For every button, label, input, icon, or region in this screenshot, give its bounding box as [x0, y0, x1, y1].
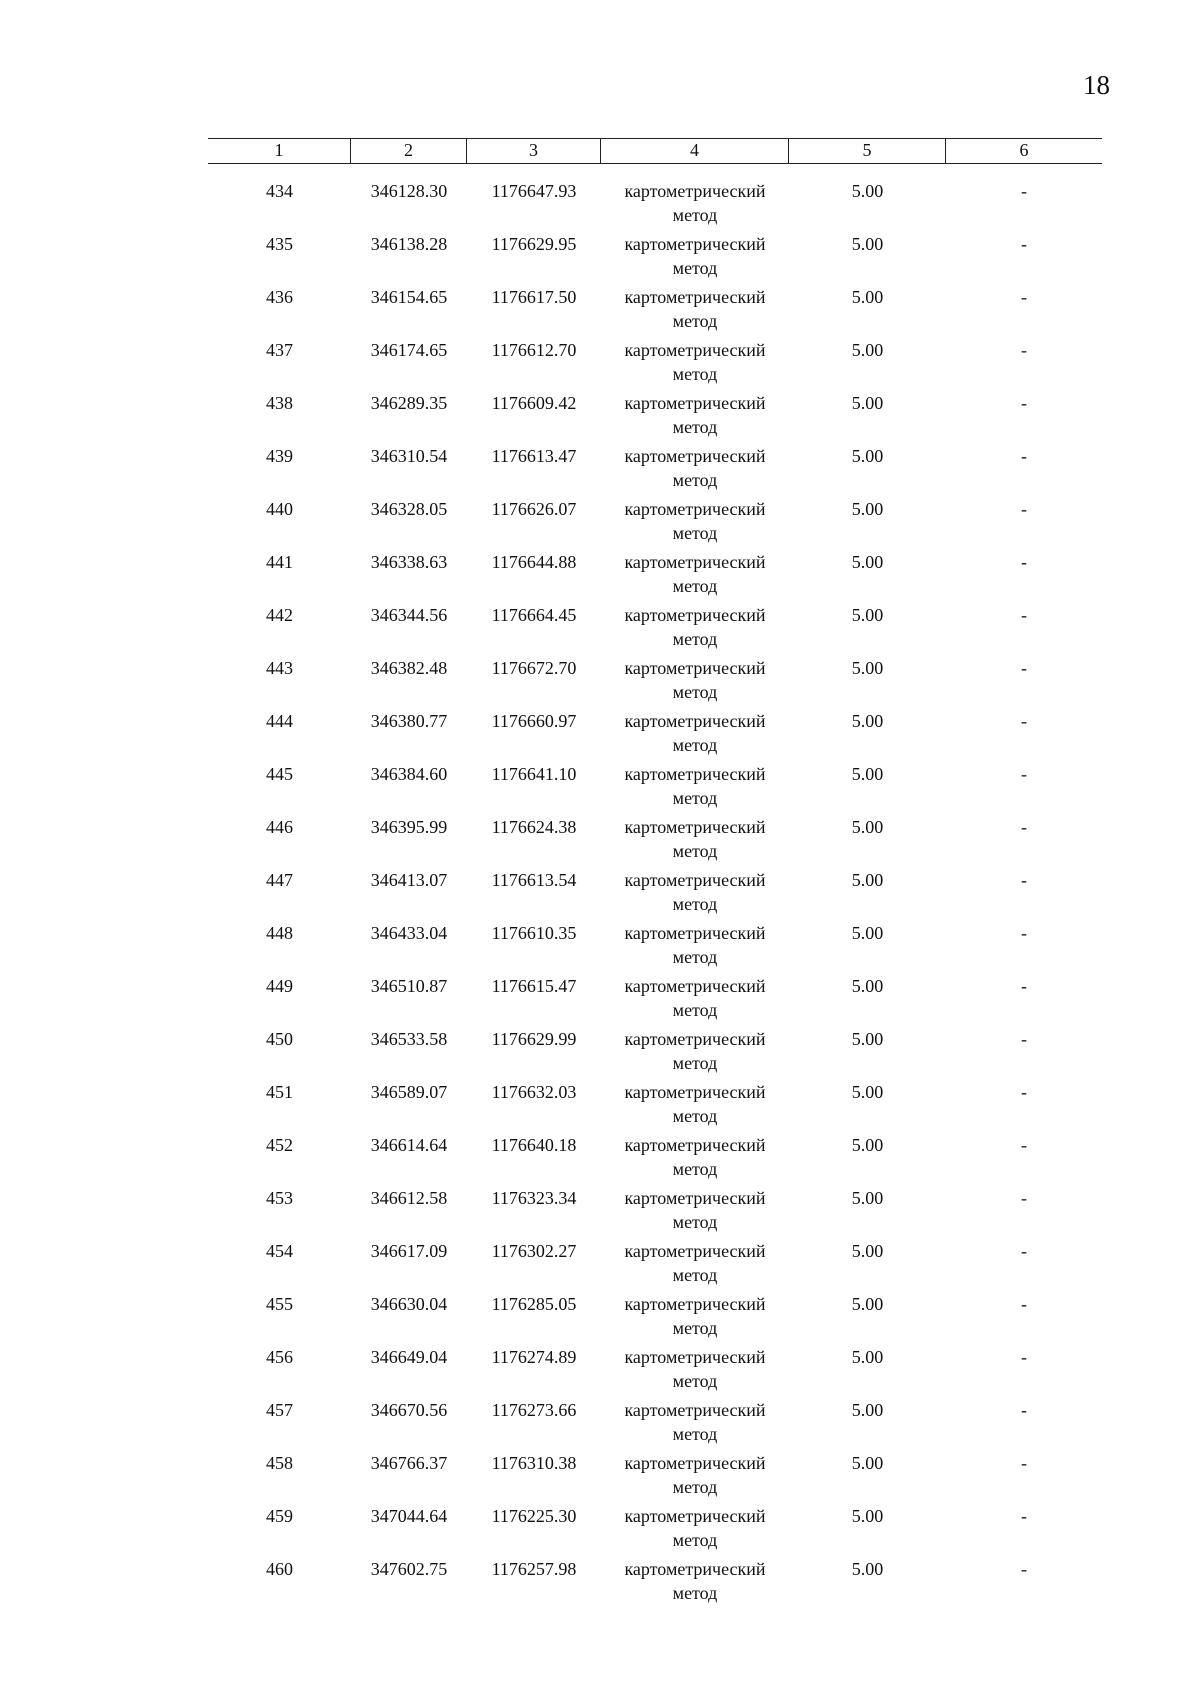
method-line-1: картометрический: [624, 870, 766, 890]
method-line-2: метод: [672, 735, 718, 755]
note-cell: -: [1021, 1082, 1027, 1102]
method-line-2: метод: [672, 470, 718, 490]
y-coordinate-cell: 1176613.47: [491, 446, 577, 466]
table-row: [208, 1398, 1102, 1451]
accuracy-cell: 5.00: [851, 1453, 884, 1473]
accuracy-cell: 5.00: [851, 764, 884, 784]
method-line-1: картометрический: [624, 605, 766, 625]
method-cell: [601, 285, 789, 338]
table-row: [208, 1080, 1102, 1133]
y-coordinate-cell: 1176273.66: [491, 1400, 577, 1420]
point-number-cell: 443: [266, 658, 293, 678]
accuracy-cell: 5.00: [851, 870, 884, 890]
method-cell: [601, 1080, 789, 1133]
method-line-2: метод: [672, 1053, 718, 1073]
method-line-2: метод: [672, 788, 718, 808]
point-number-cell: 435: [266, 234, 293, 254]
note-cell: -: [1021, 870, 1027, 890]
method-line-1: картометрический: [624, 234, 766, 254]
method-line-1: картометрический: [624, 181, 766, 201]
table-row: [208, 338, 1102, 391]
x-coordinate-cell: 346649.04: [370, 1347, 448, 1367]
accuracy-cell: 5.00: [851, 1294, 884, 1314]
table-row: [208, 1292, 1102, 1345]
method-line-2: метод: [672, 841, 718, 861]
method-cell: [601, 1557, 789, 1610]
method-line-1: картометрический: [624, 1400, 766, 1420]
note-cell: -: [1021, 1559, 1027, 1579]
method-line-2: метод: [672, 576, 718, 596]
accuracy-cell: 5.00: [851, 552, 884, 572]
method-line-2: метод: [672, 1265, 718, 1285]
y-coordinate-cell: 1176274.89: [491, 1347, 577, 1367]
method-cell: [601, 974, 789, 1027]
table-row: [208, 709, 1102, 762]
method-line-1: картометрический: [624, 1241, 766, 1261]
method-line-2: метод: [672, 1000, 718, 1020]
method-cell: [601, 550, 789, 603]
y-coordinate-cell: 1176660.97: [491, 711, 577, 731]
method-line-2: метод: [672, 1159, 718, 1179]
method-line-1: картометрический: [624, 1559, 766, 1579]
method-cell: [601, 1292, 789, 1345]
note-cell: -: [1021, 711, 1027, 731]
method-cell: [601, 1239, 789, 1292]
method-line-1: картометрический: [624, 552, 766, 572]
method-cell: [601, 1345, 789, 1398]
table-row: [208, 444, 1102, 497]
x-coordinate-cell: 346589.07: [370, 1082, 448, 1102]
note-cell: -: [1021, 552, 1027, 572]
note-cell: -: [1021, 499, 1027, 519]
x-coordinate-cell: 346289.35: [370, 393, 448, 413]
method-line-2: метод: [672, 1530, 718, 1550]
method-line-1: картометрический: [624, 1453, 766, 1473]
method-line-2: метод: [672, 364, 718, 384]
point-number-cell: 445: [266, 764, 293, 784]
y-coordinate-cell: 1176641.10: [491, 764, 577, 784]
method-line-1: картометрический: [624, 393, 766, 413]
method-line-1: картометрический: [624, 1029, 766, 1049]
point-number-cell: 439: [266, 446, 293, 466]
accuracy-cell: 5.00: [851, 817, 884, 837]
accuracy-cell: 5.00: [851, 923, 884, 943]
method-line-1: картометрический: [624, 287, 766, 307]
point-number-cell: 448: [266, 923, 293, 943]
y-coordinate-cell: 1176302.27: [491, 1241, 577, 1261]
method-line-1: картометрический: [624, 1082, 766, 1102]
x-coordinate-cell: 346382.48: [370, 658, 448, 678]
accuracy-cell: 5.00: [851, 1082, 884, 1102]
method-line-1: картометрический: [624, 764, 766, 784]
method-line-1: картометрический: [624, 1135, 766, 1155]
method-line-2: метод: [672, 258, 718, 278]
x-coordinate-cell: 346670.56: [370, 1400, 448, 1420]
accuracy-cell: 5.00: [851, 1347, 884, 1367]
method-line-2: метод: [672, 682, 718, 702]
point-number-cell: 458: [266, 1453, 293, 1473]
method-cell: [601, 868, 789, 921]
y-coordinate-cell: 1176609.42: [491, 393, 577, 413]
x-coordinate-cell: 346154.65: [370, 287, 448, 307]
method-line-1: картометрический: [624, 976, 766, 996]
y-coordinate-cell: 1176626.07: [491, 499, 577, 519]
method-line-2: метод: [672, 1318, 718, 1338]
x-coordinate-cell: 346344.56: [370, 605, 448, 625]
table-row: [208, 762, 1102, 815]
accuracy-cell: 5.00: [851, 1559, 884, 1579]
header-col-4: 4: [601, 139, 789, 163]
y-coordinate-cell: 1176617.50: [491, 287, 577, 307]
x-coordinate-cell: 346766.37: [370, 1453, 448, 1473]
table-row: [208, 603, 1102, 656]
x-coordinate-cell: 346128.30: [370, 181, 448, 201]
method-cell: [601, 1133, 789, 1186]
table-header-row: [208, 138, 1102, 164]
point-number-cell: 459: [266, 1506, 293, 1526]
accuracy-cell: 5.00: [851, 181, 884, 201]
x-coordinate-cell: 346174.65: [370, 340, 448, 360]
table-row: [208, 391, 1102, 444]
method-line-2: метод: [672, 1583, 718, 1603]
method-line-2: метод: [672, 894, 718, 914]
y-coordinate-cell: 1176629.95: [491, 234, 577, 254]
note-cell: -: [1021, 1241, 1027, 1261]
method-line-2: метод: [672, 1212, 718, 1232]
point-number-cell: 452: [266, 1135, 293, 1155]
accuracy-cell: 5.00: [851, 499, 884, 519]
x-coordinate-cell: 346328.05: [370, 499, 448, 519]
note-cell: -: [1021, 340, 1027, 360]
table-row: [208, 656, 1102, 709]
accuracy-cell: 5.00: [851, 1400, 884, 1420]
point-number-cell: 457: [266, 1400, 293, 1420]
note-cell: -: [1021, 1135, 1027, 1155]
y-coordinate-cell: 1176629.99: [491, 1029, 577, 1049]
note-cell: -: [1021, 923, 1027, 943]
method-line-2: метод: [672, 1477, 718, 1497]
method-cell: [601, 338, 789, 391]
x-coordinate-cell: 347602.75: [370, 1559, 448, 1579]
method-cell: [601, 603, 789, 656]
method-cell: [601, 179, 789, 232]
y-coordinate-cell: 1176644.88: [491, 552, 577, 572]
accuracy-cell: 5.00: [851, 340, 884, 360]
method-cell: [601, 815, 789, 868]
x-coordinate-cell: 346413.07: [370, 870, 448, 890]
note-cell: -: [1021, 1294, 1027, 1314]
y-coordinate-cell: 1176664.45: [491, 605, 577, 625]
x-coordinate-cell: 346380.77: [370, 711, 448, 731]
note-cell: -: [1021, 1506, 1027, 1526]
point-number-cell: 440: [266, 499, 293, 519]
table-row: [208, 868, 1102, 921]
header-col-5: 5: [789, 139, 946, 163]
note-cell: -: [1021, 764, 1027, 784]
point-number-cell: 460: [266, 1559, 293, 1579]
method-cell: [601, 1027, 789, 1080]
method-line-1: картометрический: [624, 340, 766, 360]
accuracy-cell: 5.00: [851, 1241, 884, 1261]
method-line-2: метод: [672, 523, 718, 543]
point-number-cell: 444: [266, 711, 293, 731]
table-row: [208, 497, 1102, 550]
x-coordinate-cell: 346533.58: [370, 1029, 448, 1049]
note-cell: -: [1021, 658, 1027, 678]
table-body: [208, 179, 1102, 1610]
x-coordinate-cell: 346338.63: [370, 552, 448, 572]
method-line-1: картометрический: [624, 711, 766, 731]
y-coordinate-cell: 1176323.34: [491, 1188, 577, 1208]
y-coordinate-cell: 1176613.54: [491, 870, 577, 890]
y-coordinate-cell: 1176640.18: [491, 1135, 577, 1155]
table-row: [208, 1186, 1102, 1239]
header-col-6: 6: [1019, 140, 1029, 160]
method-line-2: метод: [672, 947, 718, 967]
table-row: [208, 1451, 1102, 1504]
method-cell: [601, 1186, 789, 1239]
point-number-cell: 447: [266, 870, 293, 890]
method-cell: [601, 656, 789, 709]
method-cell: [601, 921, 789, 974]
method-line-2: метод: [672, 205, 718, 225]
method-cell: [601, 709, 789, 762]
note-cell: -: [1021, 1453, 1027, 1473]
x-coordinate-cell: 346138.28: [370, 234, 448, 254]
table-row: [208, 1027, 1102, 1080]
point-number-cell: 446: [266, 817, 293, 837]
header-col-3: 3: [467, 139, 601, 163]
header-col-2: 2: [351, 139, 467, 163]
point-number-cell: 455: [266, 1294, 293, 1314]
y-coordinate-cell: 1176624.38: [491, 817, 577, 837]
note-cell: -: [1021, 287, 1027, 307]
x-coordinate-cell: 346614.64: [370, 1135, 448, 1155]
note-cell: -: [1021, 1029, 1027, 1049]
accuracy-cell: 5.00: [851, 1188, 884, 1208]
method-line-1: картометрический: [624, 1506, 766, 1526]
method-cell: [601, 497, 789, 550]
x-coordinate-cell: 346310.54: [370, 446, 448, 466]
table-row: [208, 921, 1102, 974]
note-cell: -: [1021, 976, 1027, 996]
method-line-1: картометрический: [624, 658, 766, 678]
point-number-cell: 450: [266, 1029, 293, 1049]
x-coordinate-cell: 346433.04: [370, 923, 448, 943]
method-cell: [601, 1504, 789, 1557]
method-line-1: картометрический: [624, 923, 766, 943]
accuracy-cell: 5.00: [851, 1506, 884, 1526]
x-coordinate-cell: 346510.87: [370, 976, 448, 996]
note-cell: -: [1021, 605, 1027, 625]
point-number-cell: 436: [266, 287, 293, 307]
method-line-1: картометрический: [624, 1347, 766, 1367]
accuracy-cell: 5.00: [851, 393, 884, 413]
point-number-cell: 438: [266, 393, 293, 413]
method-line-2: метод: [672, 311, 718, 331]
method-line-2: метод: [672, 629, 718, 649]
point-number-cell: 451: [266, 1082, 293, 1102]
note-cell: -: [1021, 817, 1027, 837]
accuracy-cell: 5.00: [851, 976, 884, 996]
x-coordinate-cell: 346617.09: [370, 1241, 448, 1261]
y-coordinate-cell: 1176610.35: [491, 923, 577, 943]
y-coordinate-cell: 1176225.30: [491, 1506, 577, 1526]
method-line-2: метод: [672, 1424, 718, 1444]
table-row: [208, 1239, 1102, 1292]
y-coordinate-cell: 1176257.98: [491, 1559, 577, 1579]
method-line-1: картометрический: [624, 446, 766, 466]
note-cell: -: [1021, 446, 1027, 466]
table-row: [208, 1557, 1102, 1610]
method-cell: [601, 391, 789, 444]
coordinates-table: [208, 138, 1102, 1610]
header-col-1: 1: [208, 139, 351, 163]
point-number-cell: 454: [266, 1241, 293, 1261]
method-cell: [601, 762, 789, 815]
point-number-cell: 441: [266, 552, 293, 572]
method-cell: [601, 1451, 789, 1504]
y-coordinate-cell: 1176632.03: [491, 1082, 577, 1102]
page-number: 18: [1083, 70, 1110, 100]
table-row: [208, 1504, 1102, 1557]
accuracy-cell: 5.00: [851, 711, 884, 731]
y-coordinate-cell: 1176310.38: [491, 1453, 577, 1473]
method-cell: [601, 444, 789, 497]
accuracy-cell: 5.00: [851, 234, 884, 254]
method-line-2: метод: [672, 417, 718, 437]
note-cell: -: [1021, 393, 1027, 413]
y-coordinate-cell: 1176615.47: [491, 976, 577, 996]
table-row: [208, 285, 1102, 338]
table-row: [208, 179, 1102, 232]
note-cell: -: [1021, 1188, 1027, 1208]
accuracy-cell: 5.00: [851, 1029, 884, 1049]
table-row: [208, 232, 1102, 285]
table-row: [208, 1133, 1102, 1186]
accuracy-cell: 5.00: [851, 605, 884, 625]
accuracy-cell: 5.00: [851, 287, 884, 307]
table-row: [208, 974, 1102, 1027]
x-coordinate-cell: 346612.58: [370, 1188, 448, 1208]
method-line-1: картометрический: [624, 817, 766, 837]
table-row: [208, 1345, 1102, 1398]
x-coordinate-cell: 347044.64: [370, 1506, 448, 1526]
point-number-cell: 453: [266, 1188, 293, 1208]
point-number-cell: 442: [266, 605, 293, 625]
note-cell: -: [1021, 1400, 1027, 1420]
method-line-1: картометрический: [624, 499, 766, 519]
method-cell: [601, 232, 789, 285]
x-coordinate-cell: 346630.04: [370, 1294, 448, 1314]
note-cell: -: [1021, 234, 1027, 254]
y-coordinate-cell: 1176612.70: [491, 340, 577, 360]
method-line-2: метод: [672, 1371, 718, 1391]
x-coordinate-cell: 346384.60: [370, 764, 448, 784]
accuracy-cell: 5.00: [851, 1135, 884, 1155]
point-number-cell: 437: [266, 340, 293, 360]
method-line-1: картометрический: [624, 1188, 766, 1208]
x-coordinate-cell: 346395.99: [370, 817, 448, 837]
table-row: [208, 815, 1102, 868]
point-number-cell: 434: [266, 181, 293, 201]
accuracy-cell: 5.00: [851, 658, 884, 678]
note-cell: -: [1021, 181, 1027, 201]
note-cell: -: [1021, 1347, 1027, 1367]
point-number-cell: 456: [266, 1347, 293, 1367]
method-cell: [601, 1398, 789, 1451]
method-line-2: метод: [672, 1106, 718, 1126]
y-coordinate-cell: 1176285.05: [491, 1294, 577, 1314]
point-number-cell: 449: [266, 976, 293, 996]
y-coordinate-cell: 1176647.93: [491, 181, 577, 201]
y-coordinate-cell: 1176672.70: [491, 658, 577, 678]
table-row: [208, 550, 1102, 603]
method-line-1: картометрический: [624, 1294, 766, 1314]
accuracy-cell: 5.00: [851, 446, 884, 466]
